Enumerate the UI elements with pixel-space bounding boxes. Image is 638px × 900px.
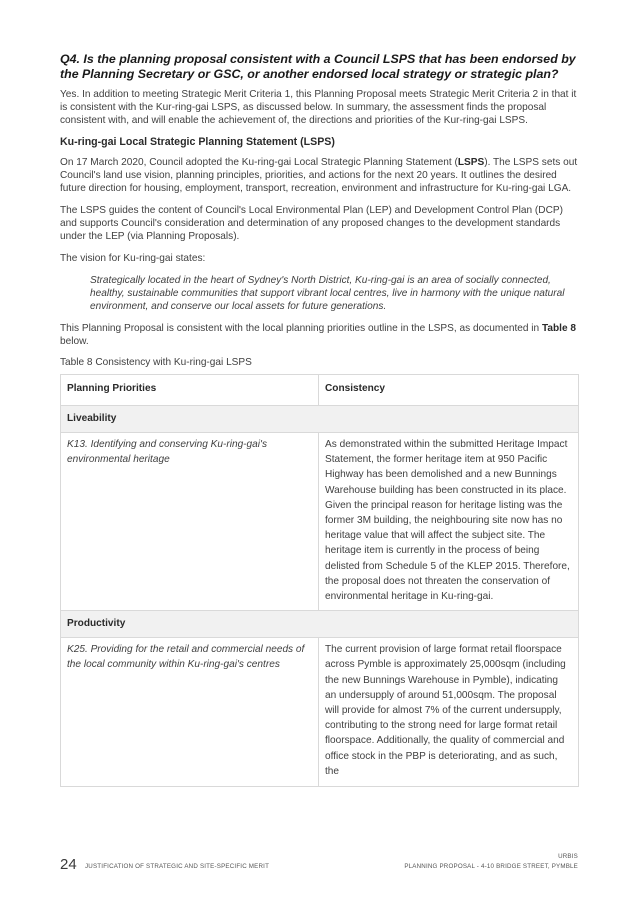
- table-caption: Table 8 Consistency with Ku-ring-gai LSPS: [60, 357, 252, 368]
- header-planning-priorities: Planning Priorities: [61, 375, 319, 406]
- table-reference: Table 8: [541, 323, 577, 334]
- section-row-liveability: [61, 406, 579, 433]
- document-page: [60, 52, 578, 787]
- consistency-text: The current provision of large format retail floorspace across Pymble is approximately 25,000sqm (including the new Bunnings Warehouse in Pymble), indicating an undersupply of around 51,000sqm. The proposal will provide for almost 7% of the current undersupply, contributing to the strong need for large format retail floorspace. Additionally, the quality of commercial and office stock in the PBP is deteriorating, and as such, the: [325, 644, 566, 777]
- lsps-para-text-1: On 17 March 2020, Council adopted the Ku-ring-gai Local Strategic Planning Statement (: [60, 157, 458, 168]
- table-header-row: [61, 375, 579, 406]
- intro-paragraph: Yes. In addition to meeting Strategic Merit Criteria 1, this Planning Proposal meets Strategic Merit Criteria 2 in that it is consistent with the Kur-ring-gai LSPS, as discussed below. In summary, the assessment finds the proposal consistent with, and will enable the achievement of, the directions and priorities of the Kur-ring-gai LSPS.: [60, 89, 577, 126]
- footer-right: [404, 852, 578, 872]
- page-number: 24: [60, 856, 77, 873]
- priority-cell: K13. Identifying and conserving Ku-ring-gai's environmental heritage: [61, 433, 319, 611]
- table-row: [61, 638, 579, 787]
- consistency-para-text-2: below.: [60, 336, 89, 347]
- consistency-para-text-1: This Planning Proposal is consistent with the local planning priorities outline in the LSPS, as documented in: [60, 323, 542, 334]
- footer-document-title: PLANNING PROPOSAL - 4-10 BRIDGE STREET, PYMBLE: [404, 863, 578, 870]
- section-row-productivity: [61, 611, 579, 638]
- section-label: Liveability: [61, 406, 579, 433]
- section-label: Productivity: [61, 611, 579, 638]
- lsps-para-text-2: ). The LSPS sets out Council's land use vision, planning principles, priorities, and actions for the next 20 years. It outlines the desired future direction for housing, employment, transport, recreation, environment and infrastructure for Ku-ring-gai LGA.: [60, 157, 578, 194]
- lsps-guides-paragraph: The LSPS guides the content of Council's Local Environmental Plan (LEP) and Development Control Plan (DCP) and supports Council's consideration and determination of any proposed changes to the development standards under the LEP (via Planning Proposals).: [60, 205, 563, 242]
- lsps-para-bold: LSPS: [457, 157, 485, 168]
- vision-intro: The vision for Ku-ring-gai states:: [60, 253, 206, 264]
- vision-quote: Strategically located in the heart of Sydney's North District, Ku-ring-gai is an area of socially connected, healthy, sustainable communities that support vibrant local centres, live in harmony with the unique natural environment, and conserve our local assets for future generations.: [90, 275, 565, 312]
- lsps-paragraph: [60, 156, 578, 195]
- priority-text: K25. Providing for the retail and commercial needs of the local community within Ku-ring-gai's centres: [67, 644, 305, 671]
- consistency-table: [60, 374, 579, 787]
- consistency-cell: [319, 638, 579, 787]
- question-heading: Q4. Is the planning proposal consistent with a Council LSPS that has been endorsed by the Planning Secretary or GSC, or another endorsed local strategy or strategic plan?: [60, 52, 576, 81]
- table-row: [61, 433, 579, 611]
- header-consistency: Consistency: [319, 375, 579, 406]
- lsps-heading: Ku-ring-gai Local Strategic Planning Statement (LSPS): [60, 136, 335, 148]
- consistency-cell: As demonstrated within the submitted Heritage Impact Statement, the former heritage item at 950 Pacific Highway has been demolished and a new Bunnings Warehouse building has been constructed in its place. Given the principal reason for heritage listing was the former 3M building, the neighbouring site now has no heritage value that will affect the subject site. The heritage item is currently in the process of being delisted from Schedule 5 of the KLEP 2015. Therefore, the proposal does not threaten the conservation of environmental heritage in Ku-ring-gai.: [319, 433, 579, 611]
- footer-section-title: JUSTIFICATION OF STRATEGIC AND SITE-SPECIFIC MERIT: [85, 863, 270, 870]
- consistency-paragraph: [60, 322, 578, 348]
- footer-company: URBIS: [558, 853, 578, 860]
- priority-cell: [61, 638, 319, 787]
